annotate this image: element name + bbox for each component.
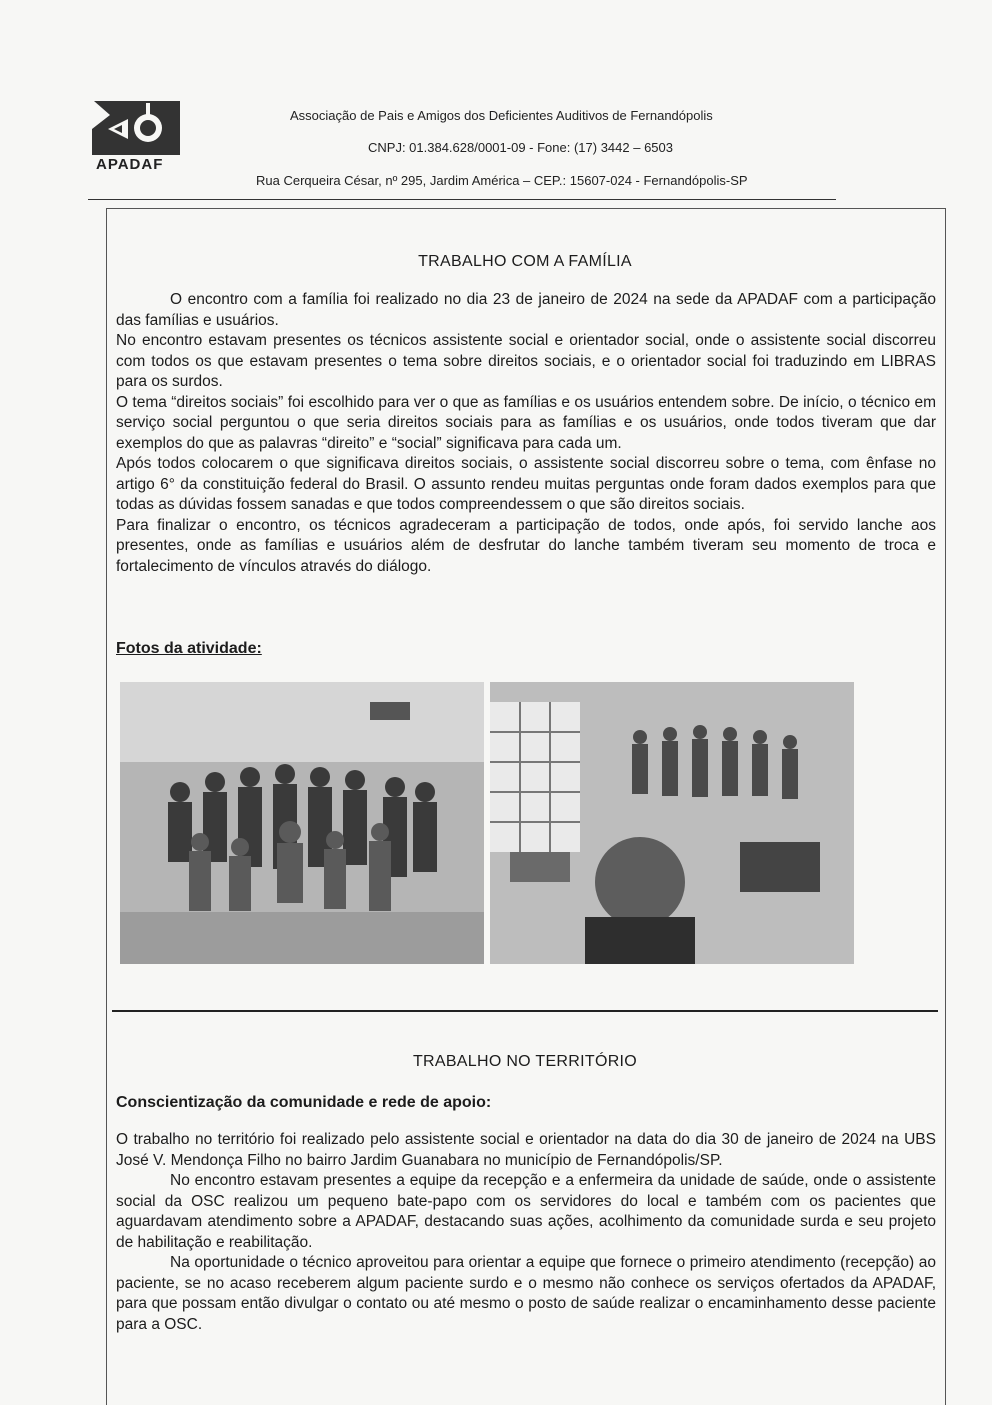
paragraph: Após todos colocarem o que significava direitos sociais, o assistente social discorreu sobre o tema, com ênfase no artigo 6° da constituição federal do Brasil. O assunto rendeu muitas perguntas onde foram dados exemplos para que todas as dúvidas fossem sanadas e que todos compreendessem o que são direitos sociais. [116, 455, 936, 513]
paragraph: Na oportunidade o técnico aproveitou para orientar a equipe que fornece o primeiro atendimento (recepção) ao paciente, se no acaso receberem algum paciente surdo e o mesmo não conhece os serviços ofertados da APADAF, para que possam então divulgar o contato ou até mesmo o posto de saúde realizar o encaminhamento desse paciente para a OSC. [116, 1254, 936, 1333]
group-photo-2-image [490, 682, 854, 964]
photos-label: Fotos da atividade: [116, 640, 262, 657]
paragraph: No encontro estavam presentes a equipe da recepção e a enfermeira da unidade de saúde, onde o assistente social da OSC realizou um pequeno bate-papo com os servidores do local e também com os pacientes que aguardavam atendimento sobre a APADAF, destacando suas ações, acolhimento da comunidade surda e seu projeto de habilitação e reabilitação. [116, 1172, 936, 1251]
group-photo-1 [120, 682, 484, 964]
section-title-territorio: TRABALHO NO TERRITÓRIO [412, 1053, 638, 1070]
letterhead [0, 0, 992, 210]
cnpj-phone: CNPJ: 01.384.628/0001-09 - Fone: (17) 3442 – 6503 [368, 140, 673, 155]
group-photo-2 [490, 682, 854, 964]
header-divider [88, 199, 836, 200]
section-divider [112, 1010, 938, 1012]
paragraph: Para finalizar o encontro, os técnicos agradeceram a participação de todos, onde após, foi servido lanche aos presentes, onde as famílias e usuários além de desfrutar do lanche também tiveram seu momento de troca e fortalecimento de vínculos através do diálogo. [116, 516, 936, 575]
logo-text: APADAF [96, 156, 164, 173]
paragraph: O tema “direitos sociais” foi escolhido para ver o que as famílias e os usuários entendem sobre. De início, o técnico em serviço social perguntou o que seria direitos sociais para as famílias e os usuários, onde todos tiveram que dar exemplos do que as palavras “direito” e “social” significava para cada um. [116, 393, 936, 452]
section-title-familia: TRABALHO COM A FAMÍLIA [418, 253, 632, 270]
section-territorio-body [116, 1130, 936, 1335]
paragraph: O encontro com a família foi realizado no dia 23 de janeiro de 2024 na sede da APADAF com a participação das famílias e usuários. [116, 291, 936, 329]
section-subtitle: Conscientização da comunidade e rede de apoio: [116, 1094, 492, 1111]
org-name: Associação de Pais e Amigos dos Deficientes Auditivos de Fernandópolis [290, 108, 713, 123]
address: Rua Cerqueira César, nº 295, Jardim América – CEP.: 15607-024 - Fernandópolis-SP [256, 173, 748, 188]
section-familia-body [116, 290, 936, 577]
paragraph: No encontro estavam presentes os técnicos assistente social e orientador social, onde o assistente social discorreu com todos os que estavam presentes o tema sobre direitos sociais, e o orientador social foi traduzindo em LIBRAS para os surdos. [116, 332, 936, 390]
group-photo-1-image [120, 682, 484, 964]
paragraph: O trabalho no território foi realizado pelo assistente social e orientador na data do dia 30 de janeiro de 2024 na UBS José V. Mendonça Filho no bairro Jardim Guanabara no município de Fernandópolis/SP. [116, 1131, 936, 1169]
